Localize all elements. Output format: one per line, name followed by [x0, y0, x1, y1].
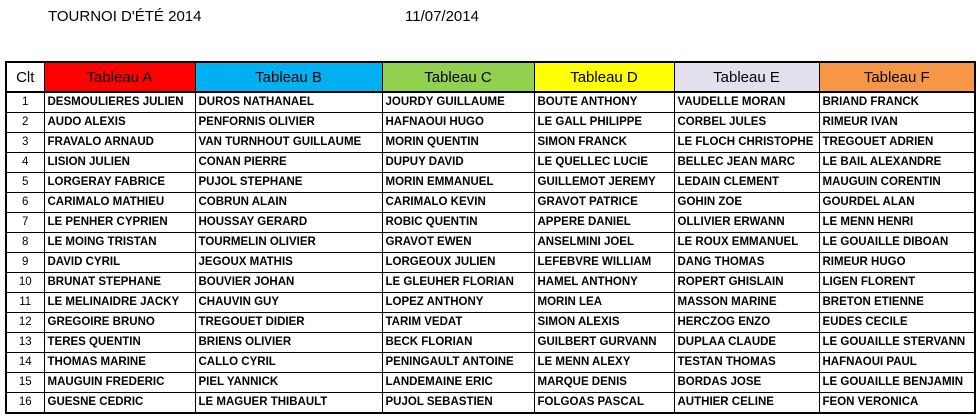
player-cell: APPERE DANIEL — [534, 213, 674, 233]
table-row — [6, 333, 975, 353]
table-row — [6, 373, 975, 393]
column-header-f: Tableau F — [819, 62, 975, 92]
player-cell: GRAVOT PATRICE — [534, 193, 674, 213]
player-cell: CHAUVIN GUY — [195, 293, 382, 313]
player-cell: LEDAIN CLEMENT — [674, 173, 819, 193]
player-cell: DESMOULIERES JULIEN — [44, 92, 195, 113]
event-date: 11/07/2014 — [405, 8, 479, 25]
player-cell: LIGEN FLORENT — [819, 273, 975, 293]
player-cell: DUPLAA CLAUDE — [674, 333, 819, 353]
table-row — [6, 313, 975, 333]
results-table — [5, 61, 976, 414]
table-row — [6, 293, 975, 313]
player-cell: CORBEL JULES — [674, 113, 819, 133]
table-row — [6, 393, 975, 414]
player-cell: ANSELMINI JOEL — [534, 233, 674, 253]
player-cell: LE GALL PHILIPPE — [534, 113, 674, 133]
player-cell: LE MAGUER THIBAULT — [195, 393, 382, 414]
player-cell: GRAVOT EWEN — [382, 233, 534, 253]
player-cell: GOHIN ZOE — [674, 193, 819, 213]
rank-cell: 6 — [6, 193, 44, 213]
rank-cell: 12 — [6, 313, 44, 333]
player-cell: PUJOL STEPHANE — [195, 173, 382, 193]
player-cell: LE GOUAILLE STERVANN — [819, 333, 975, 353]
player-cell: LORGERAY FABRICE — [44, 173, 195, 193]
player-cell: GREGOIRE BRUNO — [44, 313, 195, 333]
rank-cell: 9 — [6, 253, 44, 273]
player-cell: LISION JULIEN — [44, 153, 195, 173]
player-cell: DANG THOMAS — [674, 253, 819, 273]
table-row — [6, 233, 975, 253]
rank-cell: 3 — [6, 133, 44, 153]
rank-cell: 8 — [6, 233, 44, 253]
rank-cell: 13 — [6, 333, 44, 353]
player-cell: THOMAS MARINE — [44, 353, 195, 373]
player-cell: LE ROUX EMMANUEL — [674, 233, 819, 253]
player-cell: BRIAND FRANCK — [819, 92, 975, 113]
player-cell: LE GLEUHER FLORIAN — [382, 273, 534, 293]
table-row — [6, 92, 975, 113]
player-cell: JEGOUX MATHIS — [195, 253, 382, 273]
player-cell: PIEL YANNICK — [195, 373, 382, 393]
column-header-b: Tableau B — [195, 62, 382, 92]
player-cell: ROBIC QUENTIN — [382, 213, 534, 233]
player-cell: VAN TURNHOUT GUILLAUME — [195, 133, 382, 153]
player-cell: RIMEUR HUGO — [819, 253, 975, 273]
player-cell: DUPUY DAVID — [382, 153, 534, 173]
table-row — [6, 273, 975, 293]
rank-cell: 10 — [6, 273, 44, 293]
player-cell: LE MOING TRISTAN — [44, 233, 195, 253]
player-cell: TERES QUENTIN — [44, 333, 195, 353]
player-cell: HAFNAOUI HUGO — [382, 113, 534, 133]
rank-cell: 1 — [6, 92, 44, 113]
player-cell: MAUGUIN FREDERIC — [44, 373, 195, 393]
rank-header: Clt — [6, 62, 44, 92]
player-cell: SIMON ALEXIS — [534, 313, 674, 333]
player-cell: COBRUN ALAIN — [195, 193, 382, 213]
player-cell: OLLIVIER ERWANN — [674, 213, 819, 233]
player-cell: PENFORNIS OLIVIER — [195, 113, 382, 133]
player-cell: TREGOUET ADRIEN — [819, 133, 975, 153]
player-cell: FRAVALO ARNAUD — [44, 133, 195, 153]
player-cell: DAVID CYRIL — [44, 253, 195, 273]
player-cell: MASSON MARINE — [674, 293, 819, 313]
column-header-d: Tableau D — [534, 62, 674, 92]
player-cell: BORDAS JOSE — [674, 373, 819, 393]
player-cell: LE MELINAIDRE JACKY — [44, 293, 195, 313]
header-row — [6, 62, 975, 92]
player-cell: PUJOL SEBASTIEN — [382, 393, 534, 414]
table-body — [6, 92, 975, 413]
column-header-a: Tableau A — [44, 62, 195, 92]
player-cell: BRIENS OLIVIER — [195, 333, 382, 353]
player-cell: BRUNAT STEPHANE — [44, 273, 195, 293]
player-cell: HERCZOG ENZO — [674, 313, 819, 333]
player-cell: BECK FLORIAN — [382, 333, 534, 353]
player-cell: TARIM VEDAT — [382, 313, 534, 333]
player-cell: BOUVIER JOHAN — [195, 273, 382, 293]
player-cell: JOURDY GUILLAUME — [382, 92, 534, 113]
player-cell: DUROS NATHANAEL — [195, 92, 382, 113]
table-row — [6, 113, 975, 133]
player-cell: MORIN EMMANUEL — [382, 173, 534, 193]
rank-cell: 7 — [6, 213, 44, 233]
table-row — [6, 213, 975, 233]
table-row — [6, 173, 975, 193]
player-cell: LEFEBVRE WILLIAM — [534, 253, 674, 273]
table-row — [6, 193, 975, 213]
player-cell: VAUDELLE MORAN — [674, 92, 819, 113]
player-cell: GUILBERT GURVANN — [534, 333, 674, 353]
table-row — [6, 153, 975, 173]
player-cell: MAUGUIN CORENTIN — [819, 173, 975, 193]
player-cell: TOURMELIN OLIVIER — [195, 233, 382, 253]
player-cell: LE MENN ALEXY — [534, 353, 674, 373]
player-cell: CARIMALO KEVIN — [382, 193, 534, 213]
rank-cell: 2 — [6, 113, 44, 133]
player-cell: LE MENN HENRI — [819, 213, 975, 233]
rank-cell: 15 — [6, 373, 44, 393]
player-cell: BOUTE ANTHONY — [534, 92, 674, 113]
rank-cell: 5 — [6, 173, 44, 193]
player-cell: GOURDEL ALAN — [819, 193, 975, 213]
player-cell: LE FLOCH CHRISTOPHE — [674, 133, 819, 153]
player-cell: HAFNAOUI PAUL — [819, 353, 975, 373]
player-cell: TESTAN THOMAS — [674, 353, 819, 373]
player-cell: CALLO CYRIL — [195, 353, 382, 373]
player-cell: LE GOUAILLE DIBOAN — [819, 233, 975, 253]
column-header-e: Tableau E — [674, 62, 819, 92]
table-row — [6, 353, 975, 373]
player-cell: AUDO ALEXIS — [44, 113, 195, 133]
page-title: TOURNOI D'ÉTÉ 2014 — [48, 8, 202, 25]
player-cell: MARQUE DENIS — [534, 373, 674, 393]
player-cell: SIMON FRANCK — [534, 133, 674, 153]
player-cell: LE BAIL ALEXANDRE — [819, 153, 975, 173]
player-cell: GUILLEMOT JEREMY — [534, 173, 674, 193]
player-cell: LOPEZ ANTHONY — [382, 293, 534, 313]
player-cell: FEON VERONICA — [819, 393, 975, 414]
player-cell: AUTHIER CELINE — [674, 393, 819, 414]
rank-cell: 16 — [6, 393, 44, 414]
player-cell: LE PENHER CYPRIEN — [44, 213, 195, 233]
player-cell: LE QUELLEC LUCIE — [534, 153, 674, 173]
player-cell: LANDEMAINE ERIC — [382, 373, 534, 393]
player-cell: BELLEC JEAN MARC — [674, 153, 819, 173]
player-cell: TREGOUET DIDIER — [195, 313, 382, 333]
player-cell: ROPERT GHISLAIN — [674, 273, 819, 293]
player-cell: EUDES CECILE — [819, 313, 975, 333]
player-cell: LE GOUAILLE BENJAMIN — [819, 373, 975, 393]
player-cell: MORIN QUENTIN — [382, 133, 534, 153]
player-cell: LORGEOUX JULIEN — [382, 253, 534, 273]
player-cell: MORIN LEA — [534, 293, 674, 313]
table-row — [6, 253, 975, 273]
rank-cell: 14 — [6, 353, 44, 373]
player-cell: CARIMALO MATHIEU — [44, 193, 195, 213]
player-cell: PENINGAULT ANTOINE — [382, 353, 534, 373]
table-row — [6, 133, 975, 153]
player-cell: BRETON ETIENNE — [819, 293, 975, 313]
player-cell: CONAN PIERRE — [195, 153, 382, 173]
player-cell: GUESNE CEDRIC — [44, 393, 195, 414]
player-cell: HAMEL ANTHONY — [534, 273, 674, 293]
rank-cell: 4 — [6, 153, 44, 173]
player-cell: RIMEUR IVAN — [819, 113, 975, 133]
player-cell: FOLGOAS PASCAL — [534, 393, 674, 414]
player-cell: HOUSSAY GERARD — [195, 213, 382, 233]
rank-cell: 11 — [6, 293, 44, 313]
column-header-c: Tableau C — [382, 62, 534, 92]
